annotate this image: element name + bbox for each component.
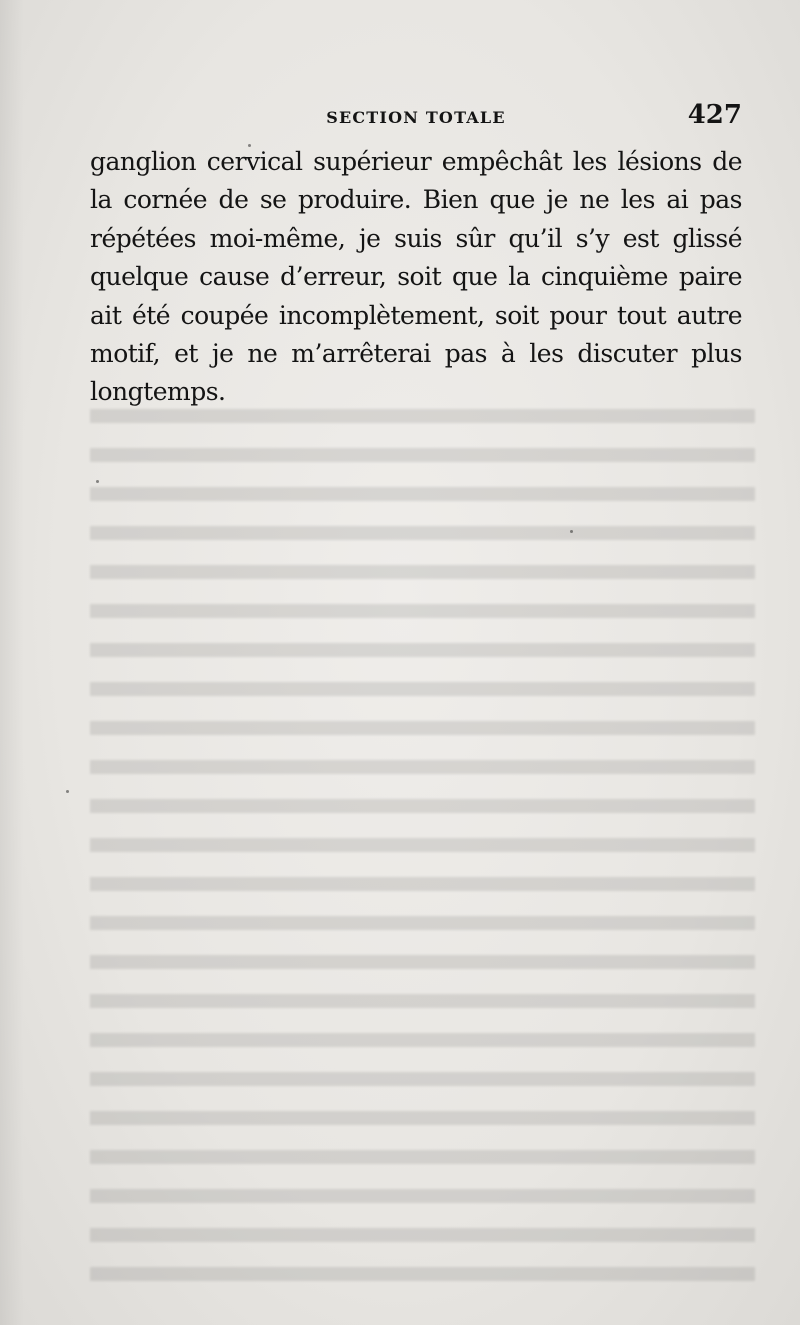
- text-line: la cornée de se produire. Bien que je ne les ai pas: [90, 185, 742, 215]
- show-through-text: [90, 395, 755, 1295]
- running-head: SECTION TOTALE: [326, 108, 506, 127]
- page-header: [90, 100, 742, 136]
- paper-speck: [66, 790, 69, 793]
- text-line: quelque cause d’erreur, soit que la cinquième paire: [90, 262, 742, 292]
- text-line: ait été coupée incomplètement, soit pour tout autre: [90, 300, 742, 330]
- page-number: 427: [687, 100, 742, 130]
- text-line: motif, et je ne m’arrêterai pas à les discuter plus: [90, 339, 742, 369]
- body-paragraph: [90, 143, 742, 412]
- text-line: longtemps.: [90, 377, 226, 407]
- paper-speck: [570, 530, 573, 533]
- page-edge-shadow: [0, 0, 24, 1325]
- paper-speck: [96, 480, 99, 483]
- text-line: ganglion cervical supérieur empêchât les lésions de: [90, 147, 742, 176]
- paper-speck: [248, 144, 251, 147]
- text-line: répétées moi-même, je suis sûr qu’il s’y est glissé: [90, 223, 742, 253]
